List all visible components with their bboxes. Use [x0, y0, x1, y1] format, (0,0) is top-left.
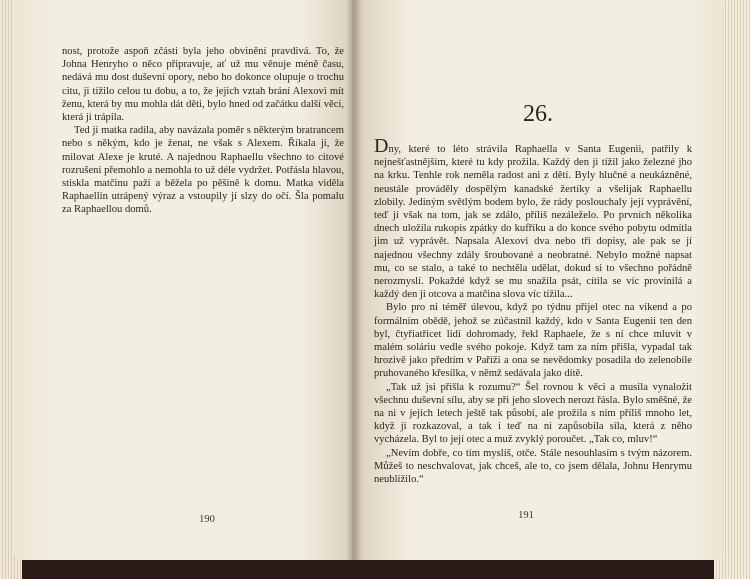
- chapter-number: 26.: [523, 101, 553, 127]
- left-page: [14, 0, 362, 560]
- left-page-text: [62, 45, 344, 217]
- right-paragraph-1: [374, 135, 692, 301]
- right-paragraph-2: Bylo pro ni téměř úlevou, když po týdnu přijel otec na víkend a po formálním obědě, jehož se zúčastnil každý, kdo v Santa Eugenii ten den byl, čtyřiatřicet lidí dohromady, řekl Raphaele, že s ní chce mluvit v malém soláriu vedle svého pokoje. Když tam za ním přišla, vypadal tak hrozivě jako předtím v Paříži a ona se nevědomky posadila do zelenobíle pruhovaného křesílka, v němž sedávala jako dítě.: [374, 302, 692, 380]
- right-page-number: 191: [518, 510, 534, 521]
- right-paragraph-4: „Nevím dobře, co tím myslíš, otče. Stále nesouhlasím s tvým názorem. Můžeš to neschvalovat, jak chceš, ale to, co jsem dělala, Johnu Henrymu neublížilo.“: [374, 447, 692, 486]
- drop-cap: D: [374, 135, 389, 157]
- right-page: [352, 0, 724, 560]
- left-paragraph-2: Ted ji matka radila, aby navázala poměr s některým bratrancem nebo s někým, kdo je ženat, ne však s Alexem. Říkala jí, že milovat Alexe je kruté. A najednou Raphaellu všechno to citové rozrušení přemohlo a nemohla to už déle vydržet. Potřásla hlavou, stiskla matčinu paži a běžela po pěšině k domu. Matka viděla Raphaellin utrápený výraz a vstoupily jí slzy do očí. Šla pomalu za Raphaellou domů.: [62, 125, 344, 216]
- book-gutter: [346, 0, 362, 560]
- right-paragraph-3: „Tak už jsi přišla k rozumu?“ Šel rovnou k věci a musila vynaložit všechnu duševní sílu, aby se při jeho slovech nerozt řásla. Bylo směšné, že na ni v jejích letech ještě tak působí, ale prožila s ním příliš mnoho let, když ji rozkazoval, a tak i teď na ni zapůsobila síla, která z něho vycházela. Byl to její otec a muž zvyklý poroučet. „Tak co, mluv!“: [374, 381, 692, 446]
- right-paragraph-1-text: ny, které to léto strávila Raphaella v Santa Eugenii, patřily k nejnešťastnějším, které tu kdy prožila. Každý den ji tížil jako železné jho na krku. Tenhle rok neměla radost ani z dětí. Byly hlučné a neukázněné, neustále prováděly dospělým kanadské žertíky a všelijak Raphaellu zlobily. Jediným světlým bodem bylo, že rády poslouchaly její vyprávění, teď jí však na tom, jak se zdálo, příliš nezáleželo. Po prvních několika dnech uložila rukopis zpátky do kufříku a do konce svého pobytu odmítla jim už vyprávět. Napsala Alexovi dva nebo tři dopisy, ale pak se jí najednou všechny zdály šroubované a neobratné. Nebylo možné napsat mu, co se stalo, a také to nechtěla udělat, dokud si to všechno pořádně nerozmyslí. Pokaždé když se mu snažila psát, cítila se víc provinilá a každý den ji otcova a matčina slova víc tížila...: [374, 144, 692, 301]
- left-page-number: 190: [199, 514, 215, 525]
- left-paragraph-1: nost, protože aspoň zčásti byla jeho obvinění pravdivá. To, že Johna Henryho o něco připravuje, ať už mu věnuje méně času, nedává mu dost duševní opory, nebo ho dokonce olupuje o trochu citu, ji tížilo celou tu dobu, a to, že jejich vztah brání Alexovi mít ženu, která by mu mohla dát děti, bylo hned od začátku další věcí, která ji trápila.: [62, 46, 344, 124]
- right-page-text: [374, 135, 692, 486]
